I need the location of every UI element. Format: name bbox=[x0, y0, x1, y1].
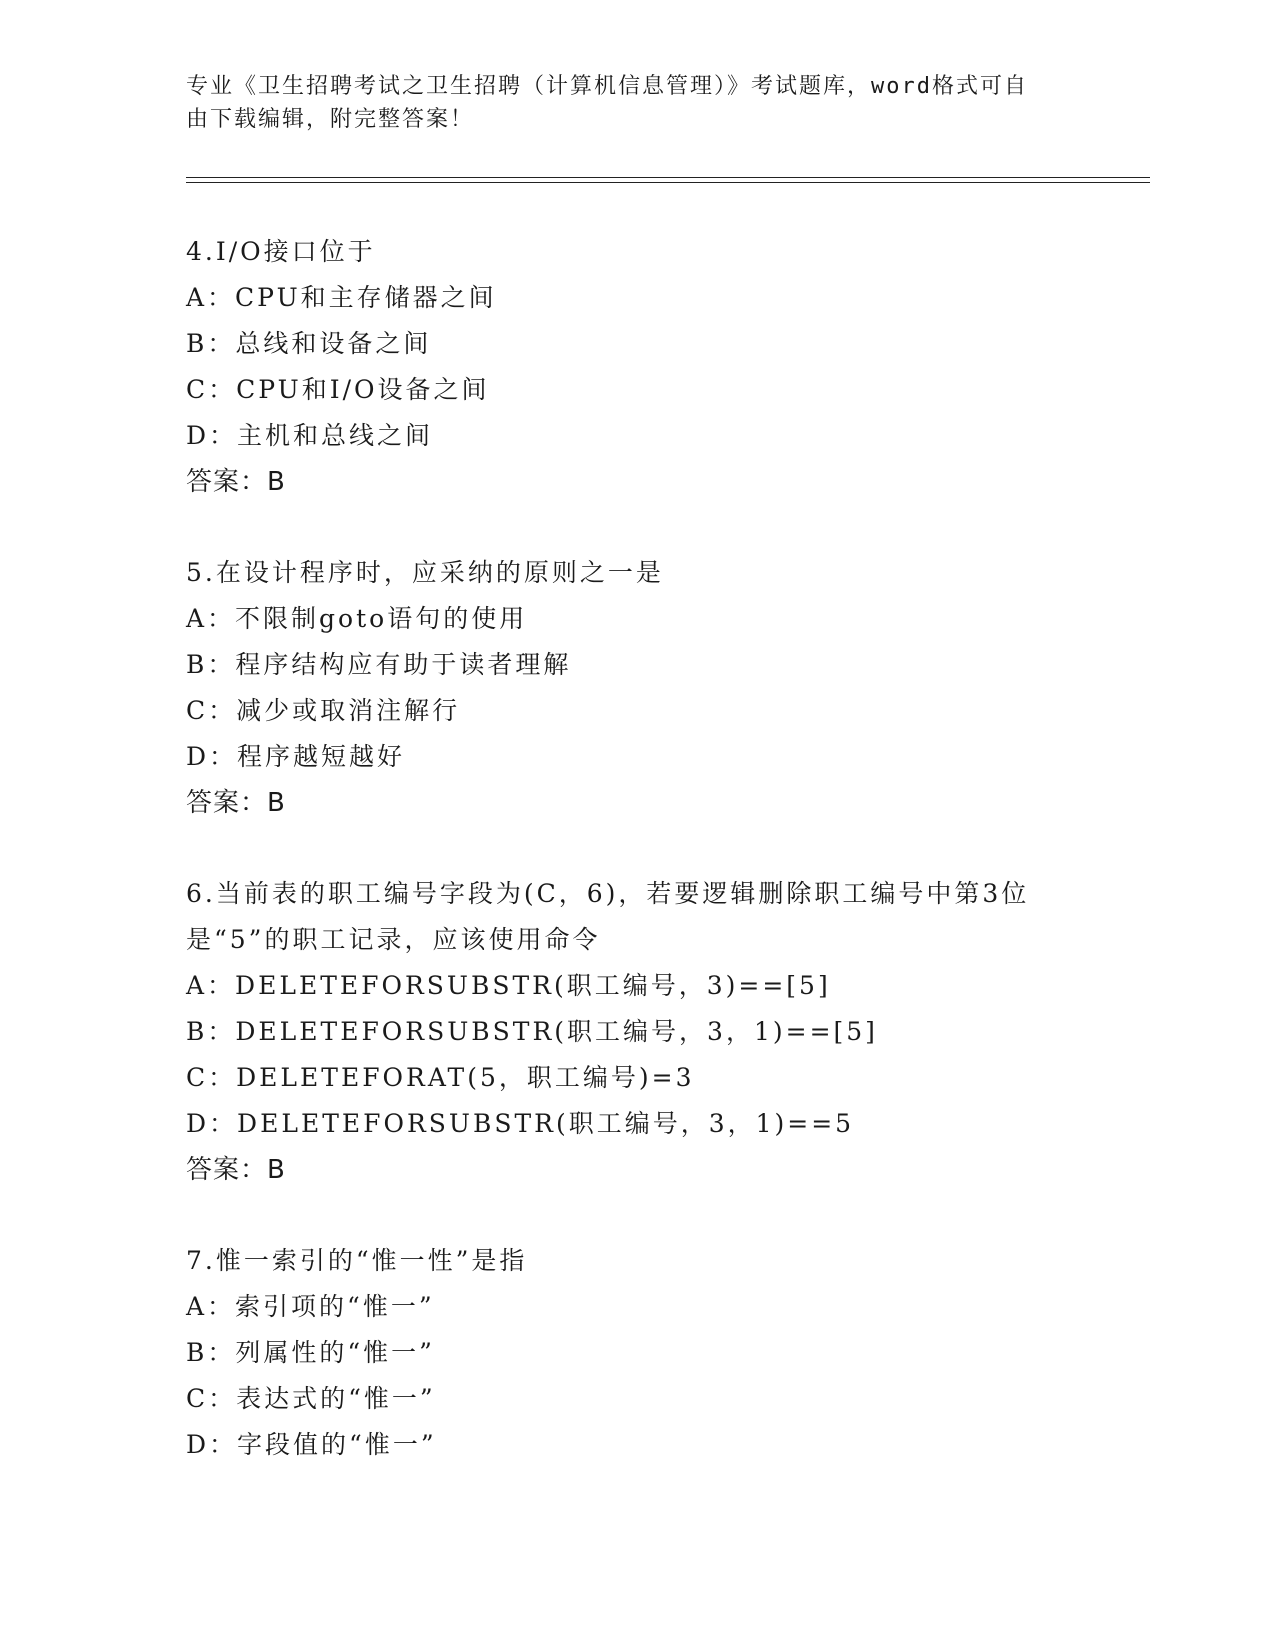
answer-value: B bbox=[267, 1155, 286, 1185]
option-d: D：程序越短越好 bbox=[186, 742, 406, 771]
answer-line bbox=[186, 1147, 1146, 1193]
answer-label: 答案： bbox=[186, 1155, 268, 1185]
question-6 bbox=[186, 871, 1146, 1193]
answer-line bbox=[186, 780, 1146, 826]
option-c: C：减少或取消注解行 bbox=[186, 696, 461, 725]
option-d: D：字段值的“惟一” bbox=[186, 1430, 437, 1459]
answer-value: B bbox=[267, 467, 286, 497]
question-stem: 6.当前表的职工编号字段为(C，6)，若要逻辑删除职工编号中第3位是“5”的职工记录，应该使用命令 bbox=[186, 879, 1030, 954]
option-b: B：总线和设备之间 bbox=[186, 329, 432, 358]
header-line-2: 由下载编辑，附完整答案！ bbox=[186, 107, 475, 132]
question-4 bbox=[186, 229, 1146, 505]
question-stem: 7.惟一索引的“惟一性”是指 bbox=[186, 1246, 528, 1275]
header-line-1: 专业《卫生招聘考试之卫生招聘（计算机信息管理）》考试题库，word格式可自 bbox=[186, 74, 1028, 99]
answer-label: 答案： bbox=[186, 467, 268, 497]
option-d: D：DELETEFORSUBSTR(职工编号，3，1)==5 bbox=[186, 1109, 855, 1138]
question-list bbox=[186, 229, 1146, 1513]
option-b: B：程序结构应有助于读者理解 bbox=[186, 650, 572, 679]
question-7 bbox=[186, 1238, 1146, 1468]
option-c: C：表达式的“惟一” bbox=[186, 1384, 436, 1413]
option-c: C：CPU和I/O设备之间 bbox=[186, 375, 490, 404]
question-stem: 4.I/O接口位于 bbox=[186, 237, 376, 266]
option-b: B：列属性的“惟一” bbox=[186, 1338, 435, 1367]
option-c: C：DELETEFORAT(5，职工编号)=3 bbox=[186, 1063, 695, 1092]
answer-label: 答案： bbox=[186, 788, 268, 818]
header-divider-bottom bbox=[186, 182, 1150, 183]
answer-line bbox=[186, 459, 1146, 505]
question-stem: 5.在设计程序时，应采纳的原则之一是 bbox=[186, 558, 664, 587]
option-b: B：DELETEFORSUBSTR(职工编号，3，1)==[5] bbox=[186, 1017, 878, 1046]
question-5 bbox=[186, 550, 1146, 826]
option-a: A：DELETEFORSUBSTR(职工编号，3)==[5] bbox=[186, 971, 831, 1000]
option-d: D：主机和总线之间 bbox=[186, 421, 434, 450]
answer-value: B bbox=[267, 788, 286, 818]
document-header bbox=[186, 70, 1086, 136]
option-a: A：索引项的“惟一” bbox=[186, 1292, 435, 1321]
header-divider-top bbox=[186, 177, 1150, 178]
option-a: A：不限制goto语句的使用 bbox=[186, 604, 528, 633]
option-a: A：CPU和主存储器之间 bbox=[186, 283, 497, 312]
